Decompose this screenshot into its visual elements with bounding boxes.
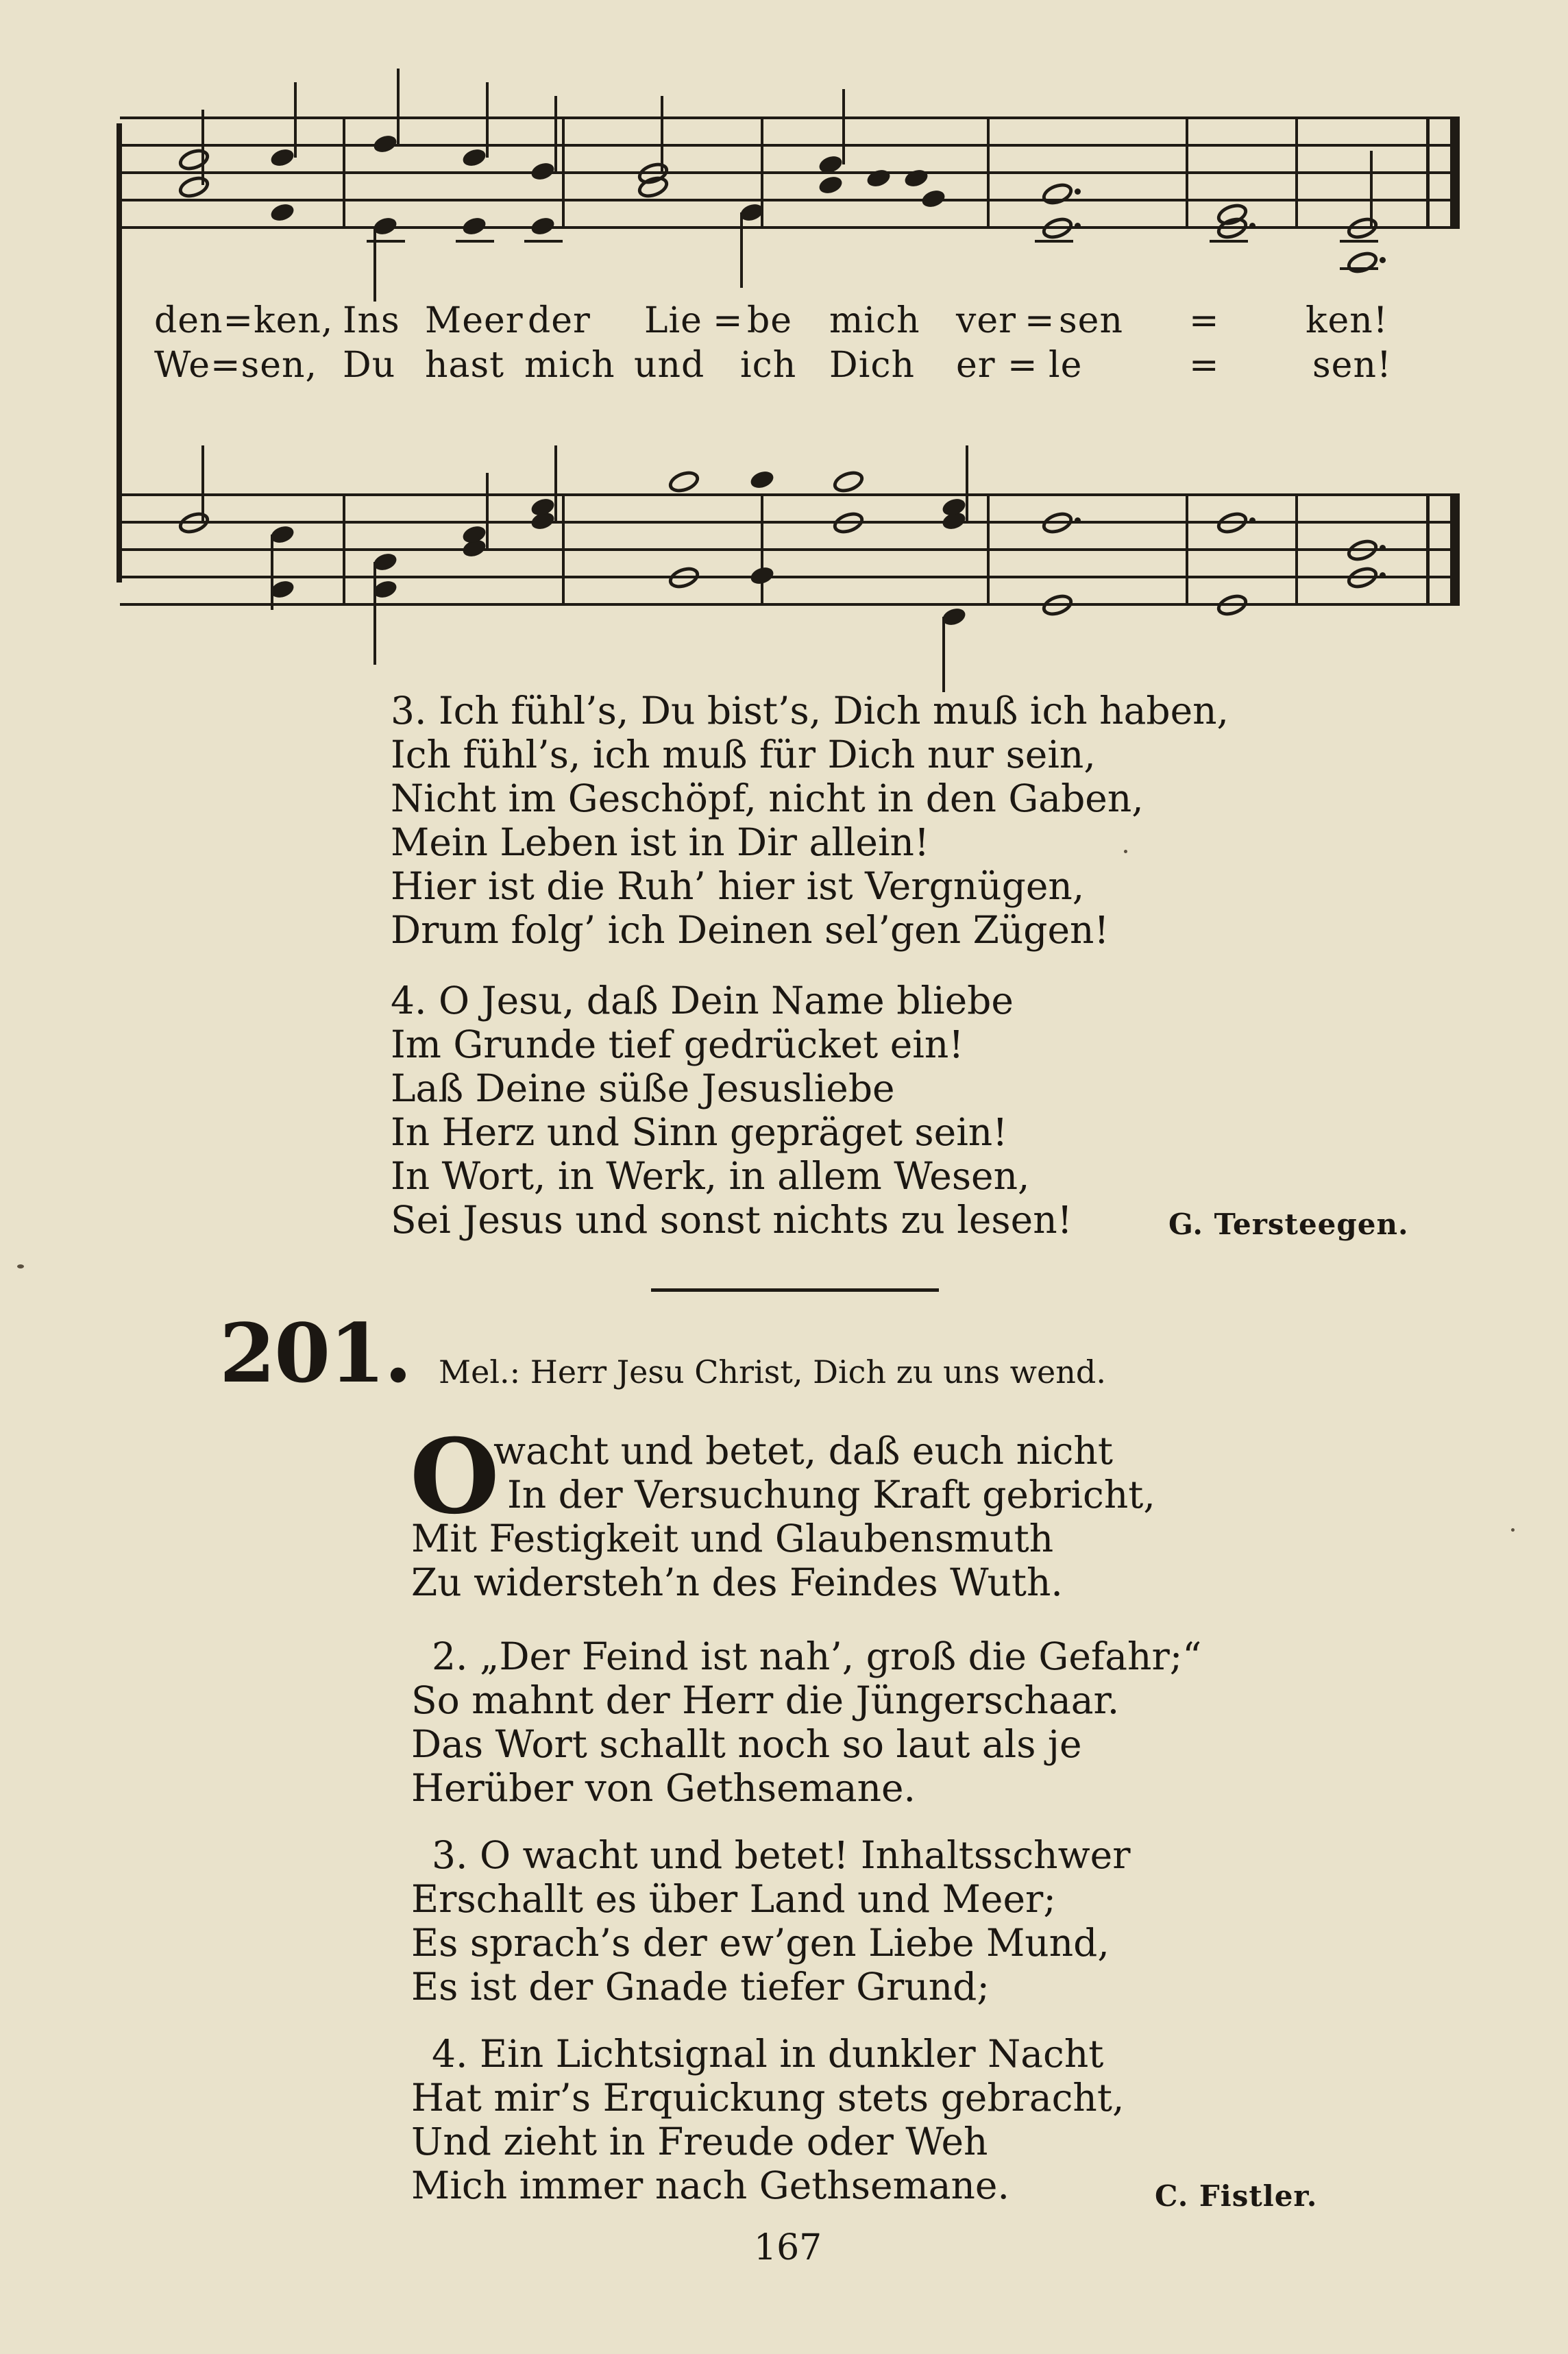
lyric-word: be: [747, 300, 793, 341]
note-stem: [373, 589, 376, 665]
ledger-line: [1035, 240, 1073, 243]
note-stem: [397, 69, 400, 144]
music-staff-upper: [120, 103, 1460, 247]
note-head: [1345, 563, 1381, 592]
note-head: [269, 201, 295, 223]
hymn-verse-2: [411, 1634, 1201, 1810]
note-head: [529, 160, 556, 182]
note-stem: [740, 212, 743, 288]
paper-speck: [1124, 850, 1127, 853]
note-head: [371, 133, 398, 155]
verse-line: Hier ist die Ruh’ hier ist Vergnügen,: [391, 864, 1085, 908]
ledger-line: [524, 240, 563, 243]
barline: [343, 117, 345, 229]
verse-line: In Wort, in Werk, in allem Wesen,: [391, 1154, 1030, 1198]
note-stem: [966, 445, 968, 521]
augmentation-dot: [1380, 257, 1386, 263]
note-head: [461, 215, 487, 237]
barline: [987, 117, 990, 229]
verse-line: wacht und betet, daß euch nicht: [493, 1429, 1113, 1473]
lyric-word: sen: [1059, 300, 1123, 341]
paper-speck: [17, 1264, 24, 1268]
verse-line: Erschallt es über Land und Meer;: [411, 1877, 1056, 1921]
note-head: [1345, 248, 1381, 277]
staff-line: [120, 548, 1460, 551]
augmentation-dot: [1075, 223, 1081, 229]
page-number: 167: [754, 2227, 822, 2268]
note-head: [1040, 214, 1076, 243]
ledger-line: [367, 240, 405, 243]
augmentation-dot: [1075, 188, 1081, 195]
ledger-line: [456, 240, 494, 243]
verse-line: Es sprach’s der ew’gen Liebe Mund,: [411, 1921, 1110, 1965]
barline: [562, 493, 565, 606]
note-stem: [271, 535, 273, 610]
lyric-word: mich: [829, 300, 920, 341]
verse-line: Das Wort schallt noch so laut als je: [411, 1722, 1082, 1766]
lyric-word: =: [1007, 345, 1038, 386]
verse-line: Und zieht in Freude oder Weh: [411, 2120, 988, 2163]
staff-line: [120, 117, 1460, 119]
augmentation-dot: [1075, 517, 1081, 524]
verse-line: Nicht im Geschöpf, nicht in den Gaben,: [391, 776, 1144, 820]
augmentation-dot: [1249, 223, 1255, 229]
ledger-line: [1210, 240, 1248, 243]
verse-line: 2. „Der Feind ist nah’, groß die Gefahr;“: [432, 1634, 1202, 1678]
note-head: [666, 467, 702, 496]
note-head: [1214, 508, 1251, 537]
note-stem: [1370, 151, 1373, 226]
note-head: [461, 147, 487, 169]
lyric-word: er: [956, 345, 996, 386]
hymn-verse-1: [411, 1429, 1155, 1604]
note-head: [269, 147, 295, 169]
lyric-word: ich: [740, 345, 797, 386]
lyric-word: =: [1189, 300, 1220, 341]
lyric-word: Dich: [829, 345, 915, 386]
lyric-word: Lie: [644, 300, 702, 341]
staff-line: [120, 226, 1460, 229]
prev-verse-4: [391, 979, 1073, 1242]
verse-line: 4. O Jesu, daß Dein Name bliebe: [391, 979, 1014, 1022]
note-stem: [554, 96, 557, 171]
system-brace: [117, 123, 122, 583]
note-head: [1040, 508, 1076, 537]
verse-line: So mahnt der Herr die Jüngerschaar.: [411, 1678, 1120, 1722]
lyric-word: den=ken,: [154, 300, 334, 341]
verse-line: Im Grunde tief gedrücket ein!: [391, 1022, 964, 1066]
barline: [562, 117, 565, 229]
hymn-verse-4: [411, 2032, 1124, 2207]
paper-speck: [1511, 1528, 1515, 1532]
note-head: [865, 167, 892, 189]
prev-verse-3: [391, 689, 1229, 952]
note-head: [176, 173, 212, 201]
verse-line: Mein Leben ist in Dir allein!: [391, 820, 930, 864]
augmentation-dot: [1380, 545, 1386, 551]
note-stem: [201, 445, 204, 521]
lyric-word: sen!: [1312, 345, 1392, 386]
lyric-word: der: [528, 300, 591, 341]
note-head: [1040, 591, 1076, 620]
staff-line: [120, 521, 1460, 524]
augmentation-dot: [1380, 572, 1386, 578]
note-head: [748, 565, 775, 587]
note-head: [920, 188, 946, 210]
hymn-verse-3: [411, 1833, 1131, 2009]
note-head: [1345, 536, 1381, 565]
drop-cap: O: [410, 1417, 500, 1537]
verse-line: Es ist der Gnade tiefer Grund;: [411, 1965, 990, 2009]
verse-line: 4. Ein Lichtsignal in dunkler Nacht: [432, 2032, 1104, 2076]
verse-line: Sei Jesus und sonst nichts zu lesen!: [391, 1198, 1073, 1242]
note-head: [176, 145, 212, 174]
note-stem: [661, 96, 663, 171]
barline: [1295, 493, 1298, 606]
barline: [1295, 117, 1298, 229]
staff-line: [120, 493, 1460, 496]
staff-line: [120, 171, 1460, 174]
note-head: [817, 174, 844, 196]
note-stem: [373, 226, 376, 302]
verse-line: Mich immer nach Gethsemane.: [411, 2163, 1009, 2207]
note-head: [1040, 180, 1076, 208]
verse-line: In der Versuchung Kraft gebricht,: [507, 1473, 1155, 1517]
lyric-word: =: [713, 300, 744, 341]
ledger-line: [1340, 267, 1378, 270]
lyric-word: ver: [956, 300, 1017, 341]
verse-line: Herüber von Gethsemane.: [411, 1766, 916, 1810]
final-barline: [1426, 493, 1460, 606]
lyric-word: le: [1049, 345, 1083, 386]
note-head: [529, 215, 556, 237]
note-head: [748, 469, 775, 491]
verse-line: Drum folg’ ich Deinen sel’gen Zügen!: [391, 908, 1110, 952]
lyric-word: Du: [343, 345, 396, 386]
note-stem: [486, 473, 489, 548]
lyric-word: We=sen,: [154, 345, 318, 386]
staff-lyrics: [154, 300, 1392, 389]
note-stem: [842, 89, 845, 164]
note-stem: [294, 82, 297, 158]
verse-line: Ich fühl’s, ich muß für Dich nur sein,: [391, 733, 1096, 776]
barline: [343, 493, 345, 606]
barline: [987, 493, 990, 606]
ledger-line: [1340, 240, 1378, 243]
author-credit: C. Fistler.: [1155, 2179, 1318, 2213]
barline: [1186, 117, 1188, 229]
lyric-word: hast: [425, 345, 505, 386]
lyric-word: ken!: [1306, 300, 1388, 341]
note-head: [831, 508, 867, 537]
note-stem: [201, 110, 204, 185]
lyric-word: =: [1025, 300, 1055, 341]
final-barline: [1426, 117, 1460, 229]
staff-line: [120, 144, 1460, 147]
barline: [1186, 493, 1188, 606]
melody-reference: Mel.: Herr Jesu Christ, Dich zu uns wend.: [439, 1353, 1106, 1390]
verse-line: 3. O wacht und betet! Inhaltsschwer: [432, 1833, 1131, 1877]
lyric-word: mich: [524, 345, 615, 386]
staff-line: [120, 199, 1460, 201]
augmentation-dot: [1249, 517, 1255, 524]
verse-line: Zu widersteh’n des Feindes Wuth.: [411, 1560, 1063, 1604]
note-head: [831, 467, 867, 496]
hymn-number: 201.: [219, 1305, 411, 1401]
section-divider: [651, 1288, 939, 1292]
lyric-word: Meer: [425, 300, 524, 341]
note-stem: [486, 82, 489, 158]
lyric-word: Ins: [343, 300, 400, 341]
verse-line: 3. Ich fühl’s, Du bist’s, Dich muß ich haben,: [391, 689, 1229, 733]
staff-line: [120, 576, 1460, 578]
verse-line: Laß Deine süße Jesusliebe: [391, 1066, 895, 1110]
note-head: [1345, 214, 1381, 243]
note-head: [1214, 591, 1251, 620]
lyric-word: und: [634, 345, 705, 386]
note-stem: [942, 617, 945, 692]
music-staff-lower: [120, 480, 1460, 624]
barline: [761, 493, 763, 606]
note-stem: [554, 445, 557, 521]
note-head: [666, 563, 702, 592]
verse-line: In Herz und Sinn gepräget sein!: [391, 1110, 1008, 1154]
staff-line: [120, 603, 1460, 606]
note-head: [176, 508, 212, 537]
lyric-word: =: [1189, 345, 1220, 386]
verse-line: Hat mir’s Erquickung stets gebracht,: [411, 2076, 1125, 2120]
note-head: [903, 167, 929, 189]
verse-line: Mit Festigkeit und Glaubensmuth: [411, 1517, 1054, 1560]
author-credit: G. Tersteegen.: [1168, 1207, 1409, 1241]
